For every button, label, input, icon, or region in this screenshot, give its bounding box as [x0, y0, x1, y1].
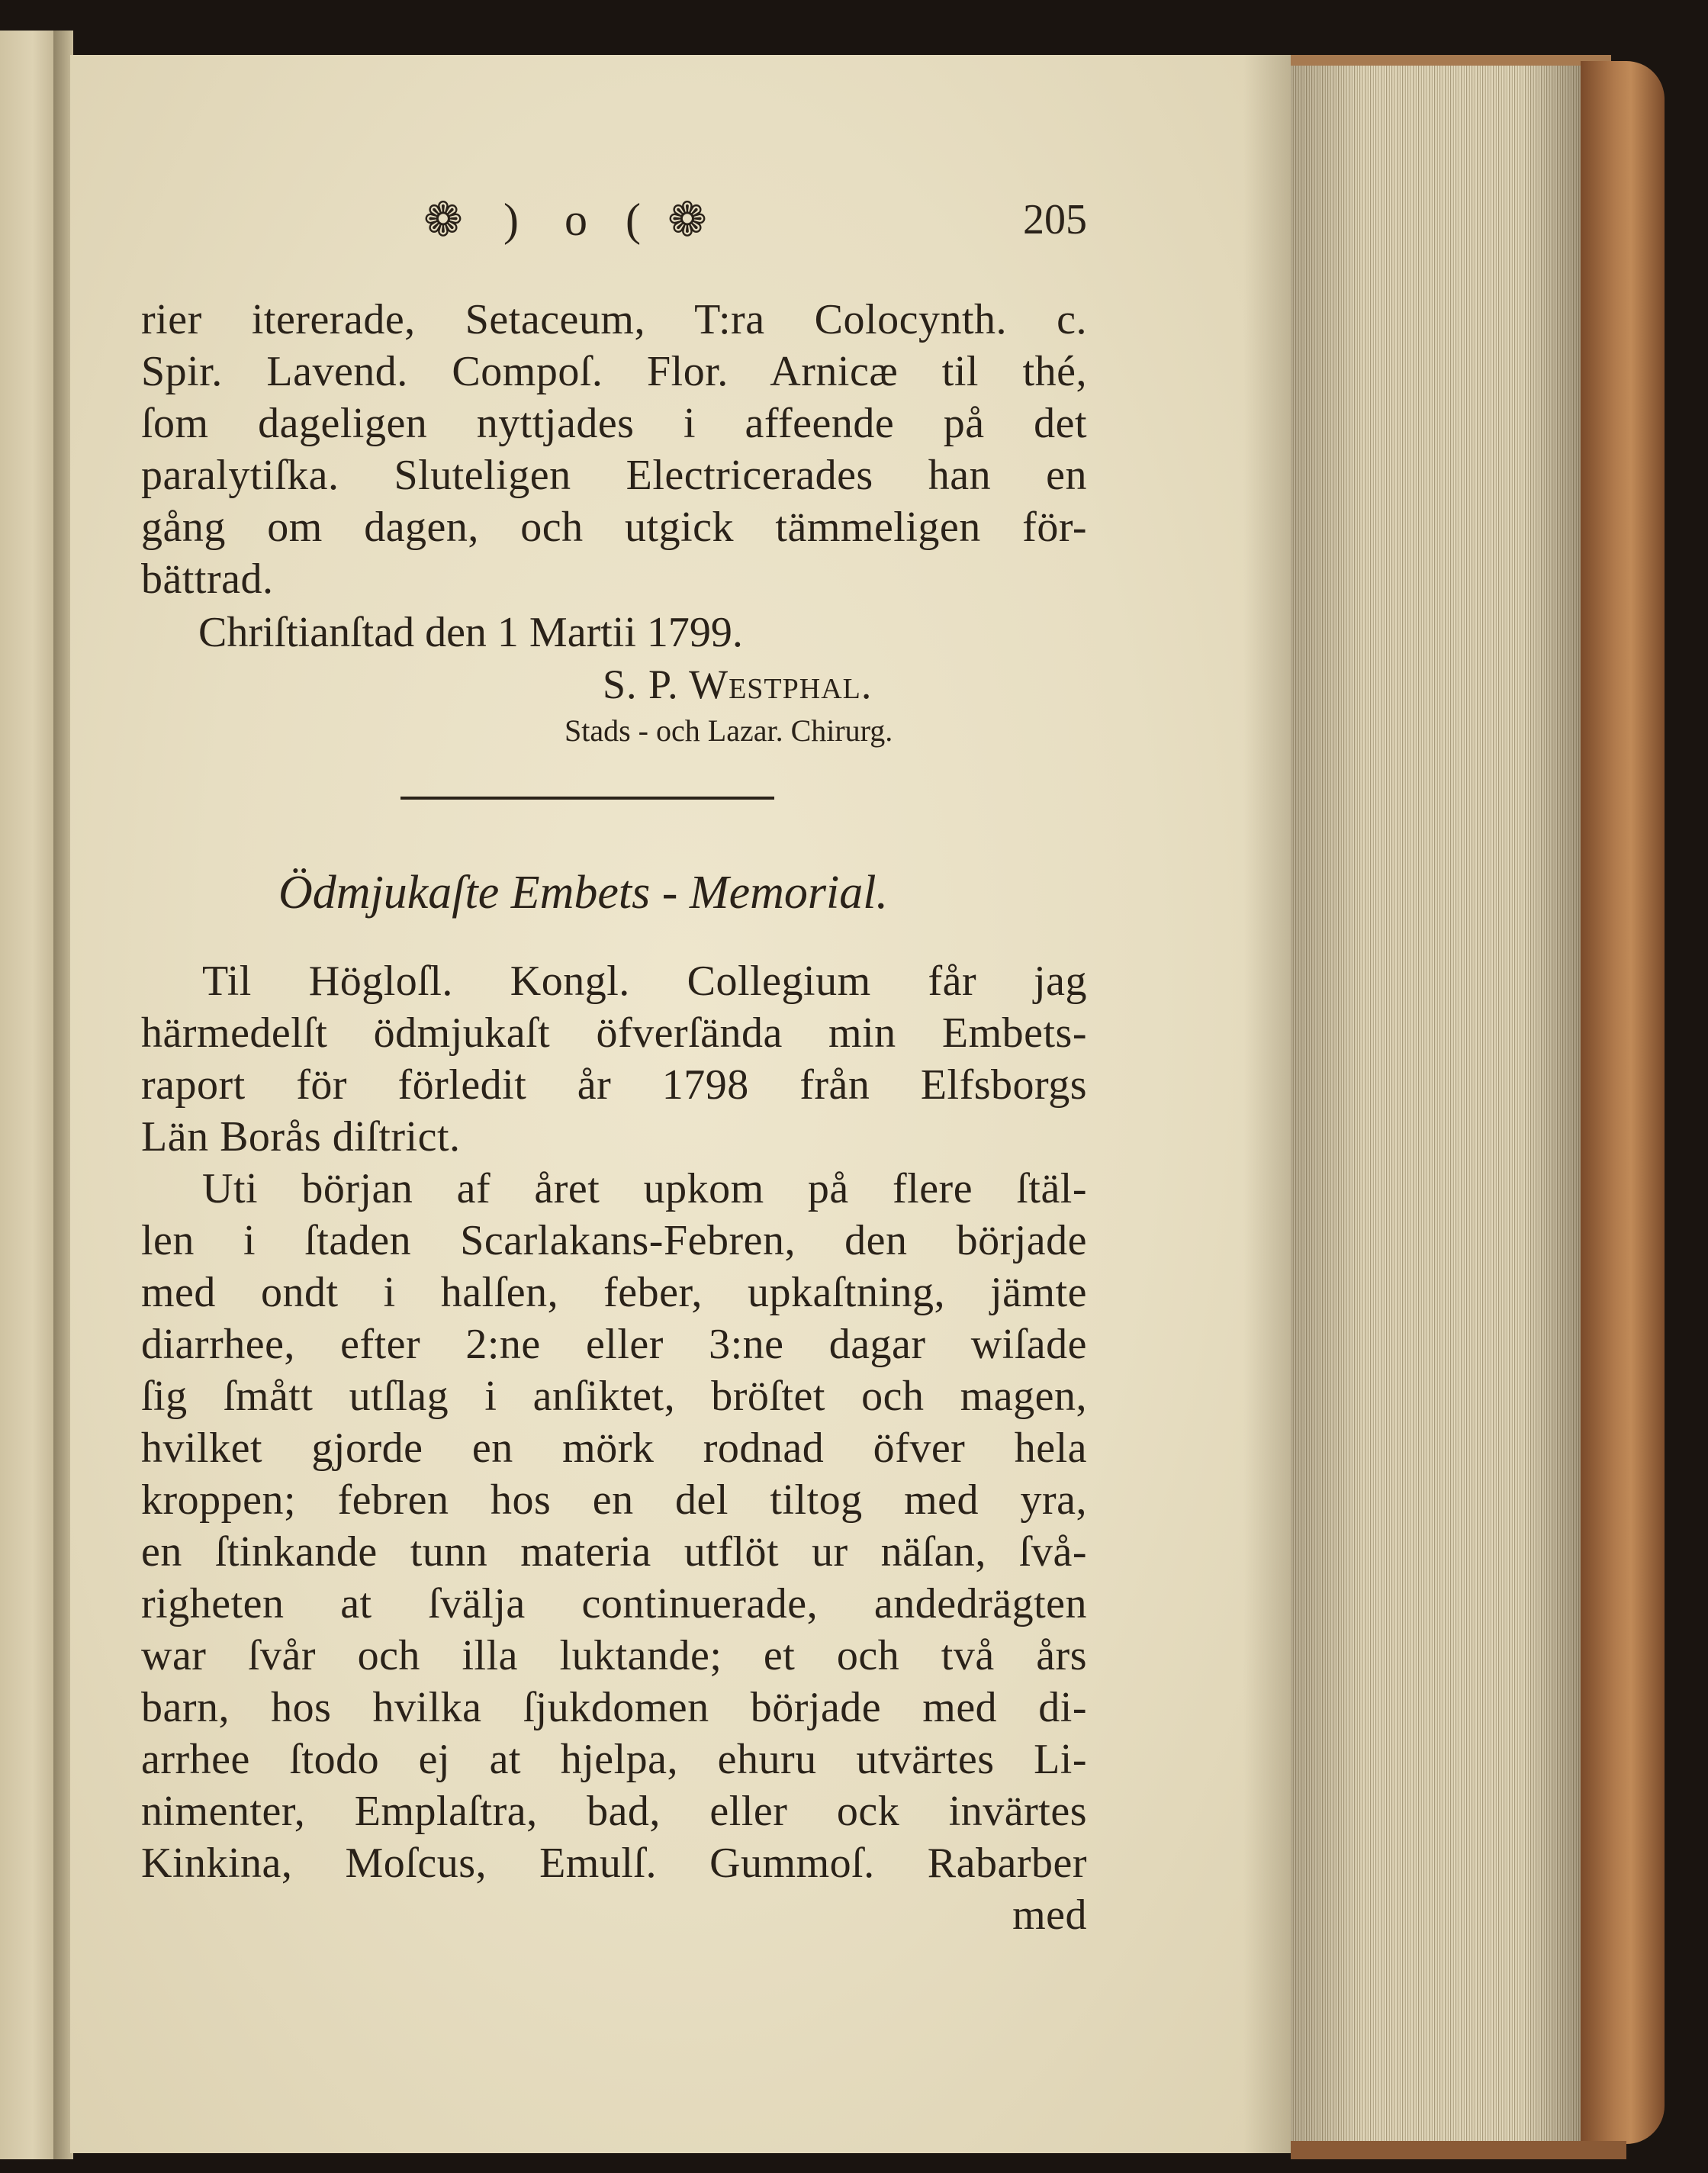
- signature-role: Stads - och Lazar. Chirurg.: [565, 713, 893, 748]
- text-line: arrhee ſtodo ej at hjelpa, ehuru utvärtes Li-: [141, 1736, 1087, 1783]
- text-line: barn, hos hvilka ſjukdomen började med di-: [141, 1684, 1087, 1731]
- section-heading: Ödmjukaſte Embets - Memorial.: [278, 867, 888, 919]
- left-page-edge: [0, 31, 60, 2159]
- text-line: Kinkina, Moſcus, Emulſ. Gummoſ. Rabarber: [141, 1840, 1087, 1887]
- text-line: gång om dagen, och utgick tämmeligen för-: [141, 504, 1087, 551]
- text-line: ſig ſmått utſlag i anſiktet, bröſtet och magen,: [141, 1373, 1087, 1420]
- text-line: en ſtinkande tunn materia utflöt ur näſan, ſvå-: [141, 1528, 1087, 1576]
- section-rule: [400, 797, 774, 800]
- ornament-left-icon: ❁: [423, 192, 463, 247]
- running-head-center: o: [565, 195, 587, 245]
- running-head-paren-right: (: [626, 195, 641, 245]
- running-head-paren-left: ): [503, 195, 519, 245]
- text-line: hvilket gjorde en mörk rodnad öfver hela: [141, 1425, 1087, 1472]
- text-line: Spir. Lavend. Compoſ. Flor. Arnicæ til thé,: [141, 348, 1087, 395]
- fore-edge-shading: [1291, 66, 1581, 2149]
- text-line: kroppen; febren hos en del tiltog med yra,: [141, 1476, 1087, 1524]
- text-line: righeten at ſvälja continuerade, andedrägten: [141, 1580, 1087, 1627]
- text-line: med ondt i halſen, feber, upkaſtning, jämte: [141, 1269, 1087, 1316]
- text-line: Uti början af året upkom på flere ſtäl-: [202, 1165, 1087, 1212]
- text-line: diarrhee, efter 2:ne eller 3:ne dagar wiſade: [141, 1321, 1087, 1368]
- signature-name: S. P. Westphal.: [603, 662, 873, 707]
- text-line: paralytiſka. Sluteligen Electricerades han en: [141, 452, 1087, 499]
- text-line: war ſvår och illa luktande; et och två års: [141, 1632, 1087, 1679]
- text-line: Til Högloſl. Kongl. Collegium får jag: [202, 958, 1087, 1005]
- signature-date: Chriſtianſtad den 1 Martii 1799.: [198, 609, 743, 656]
- cover-bottom-edge: [1291, 2141, 1626, 2159]
- page-number: 205: [1023, 196, 1087, 243]
- text-line: nimenter, Emplaſtra, bad, eller ock invärtes: [141, 1788, 1087, 1835]
- text-line: len i ſtaden Scarlakans-Febren, den började: [141, 1217, 1087, 1264]
- page-shadow: [1243, 55, 1291, 2153]
- ornament-right-icon: ❁: [667, 192, 707, 247]
- running-head: [423, 189, 1087, 250]
- text-line: bättrad.: [141, 555, 274, 603]
- text-line: härmedelſt ödmjukaſt öfverſända min Embets-: [141, 1009, 1087, 1057]
- text-line: Län Borås diſtrict.: [141, 1113, 461, 1161]
- catchword: med: [1012, 1891, 1087, 1939]
- text-line: ſom dageligen nyttjades i affeende på det: [141, 400, 1087, 447]
- leather-cover: [1581, 61, 1665, 2144]
- text-line: rier itererade, Setaceum, T:ra Colocynth. c.: [141, 296, 1087, 343]
- text-line: raport för förledit år 1798 från Elfsborgs: [141, 1061, 1087, 1109]
